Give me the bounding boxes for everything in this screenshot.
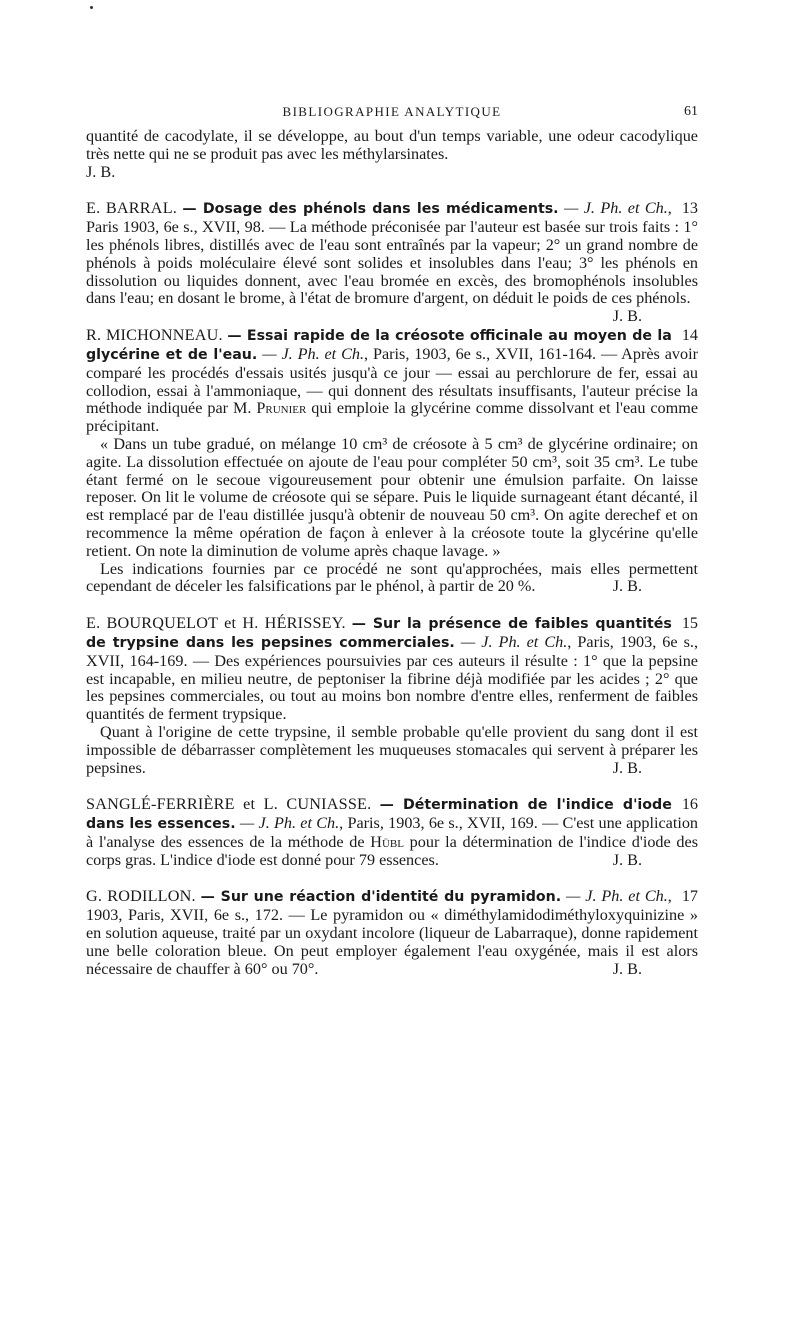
speck-mark xyxy=(90,6,93,9)
continuation-paragraph xyxy=(86,128,698,181)
entry-paragraph-text: Quant à l'origine de cette trypsine, il semble probable qu'elle provient du sang dont il est impossible de débarrasser complètement les muqueuses stomacales qui servent à préparer les pepsines. xyxy=(86,722,698,777)
entry-author: SANGLÉ-FERRIÈRE et L. CUNIASSE. xyxy=(86,795,372,814)
entry-reference: , Paris, 1903, 6e s., XVII, 161-164. xyxy=(364,344,597,363)
page-content xyxy=(86,128,698,997)
bibliography-entry xyxy=(86,327,698,596)
running-title: BIBLIOGRAPHIE ANALYTIQUE xyxy=(282,104,502,119)
entry-title: — Sur la présence de faibles quantités de trypsine dans les pepsines commerciales. xyxy=(86,616,672,651)
entry-author: G. RODILLON. xyxy=(86,887,196,906)
entry-body: — Après avoir comparé les procédés d'essais usités jusqu'à ce jour — essai au perchlorure de fer, essai au collodion, essai à l'ammoniaque, — qui donnent des résultats insuffisants, l'auteur précise la méthode indiquée par M. xyxy=(86,344,698,418)
bibliography-entry xyxy=(86,199,699,326)
entry-journal: — J. Ph. et Ch. xyxy=(566,887,668,906)
entry-journal: — J. Ph. et Ch. xyxy=(460,632,568,651)
entry-title: — Sur une réaction d'identité du pyramidon. xyxy=(200,889,562,906)
entry-number: 15 xyxy=(681,614,698,633)
page-number: 61 xyxy=(684,104,698,119)
entry-text xyxy=(86,327,698,436)
entry-title: — Dosage des phénols dans les médicaments. xyxy=(182,201,559,218)
entry-number: 17 xyxy=(681,887,698,906)
entry-body: — La méthode préconisée par l'auteur est basée sur trois faits : 1° les phénols libres, distillés avec de l'eau sont entraînés par la vapeur; 2° un grand nombre de phénols à poids moléculaire élevé sont solides et insolubles dans l'eau; 3° les phénols en dissolution ou liquides donnent, avec l'eau bromée en excès, des bromophénols insolubles dans l'eau; en dosant le brome, à l'état de bromure d'argent, on déduit le poids de ces phénols. xyxy=(86,218,699,308)
entry-signature: J. B. xyxy=(612,959,642,978)
entry-title: — Détermination de l'indice d'iode dans les essences. xyxy=(86,797,672,833)
entry-reference: , 1903, Paris, XVII, 6e s., 172. xyxy=(86,887,672,925)
continuation-text: quantité de cacodylate, il se développe, au bout d'un temps variable, une odeur cacodylique très nette qui ne se produit pas avec les méthylarsinates. xyxy=(86,127,698,163)
entry-number: 14 xyxy=(681,326,698,345)
entry-quote: « Dans un tube gradué, on mélange 10 cm³ de créosote à 5 cm³ de glycérine ordinaire; on agite. La dissolution effectuée on ajoute de l'eau pour compléter 50 cm³, soit 35 cm³. Le tube étant fermé on le secoue vigoureusement pour obtenir une émulsion parfaite. On laisse reposer. On lit le volume de créosote qui se sépare. Puis le liquide surnageant étant décanté, il est remplacé par de l'eau distillée jusqu'à obtenir de nouveau 50 cm³. On agite derechef et on recommence la même opération de façon à enlever à la créosote toute la glycérine qu'elle retient. On note la diminution de volume après chaque lavage. » xyxy=(86,434,698,560)
entry-paragraph-text: Les indications fournies par ce procédé ne sont qu'approchées, mais elles permettent cependant de déceler les falsifications par le phénol, à partir de 20 %. xyxy=(86,559,698,596)
page xyxy=(86,0,698,1319)
entry-paragraph xyxy=(86,724,698,777)
entry-journal: — J. Ph. et Ch. xyxy=(563,199,668,218)
entry-signature: J. B. xyxy=(612,758,642,777)
bibliography-entry xyxy=(86,796,698,869)
page-header xyxy=(86,104,698,124)
entry-text xyxy=(86,615,698,724)
entry-text xyxy=(86,796,698,869)
entry-title: — Essai rapide de la créosote officinale au moyen de la glycérine et de l'eau. xyxy=(86,328,672,363)
cited-name: Prunier xyxy=(256,399,307,418)
bibliography-entry xyxy=(86,888,698,978)
entry-reference: , Paris 1903, 6e s., XVII, 98. xyxy=(86,199,672,237)
entry-author: E. BOURQUELOT et H. HÉRISSEY. xyxy=(86,614,346,633)
entry-paragraph xyxy=(86,561,698,597)
entry-author: E. BARRAL. xyxy=(86,199,178,218)
entry-journal: — J. Ph. et Ch. xyxy=(262,344,365,363)
bibliography-entry xyxy=(86,615,698,777)
entry-signature: J. B. xyxy=(612,307,642,326)
entry-number: 13 xyxy=(681,199,698,218)
entry-body-continued: qui emploie la glycérine comme dissolvant et l'eau comme précipitant. xyxy=(86,399,699,436)
entry-body: — Le pyramidon ou « diméthylamidodiméthyloxyquinizine » en solution aqueuse, traité par un oxydant incolore (liqueur de Labarraque), donne rapidement une belle coloration bleue. On peut employer également l'eau oxygénée, mais il est alors nécessaire de chauffer à 60° ou 70°. xyxy=(86,906,698,978)
entry-author: R. MICHONNEAU. xyxy=(86,326,223,345)
entry-body: — C'est une application à l'analyse des essences de la méthode de xyxy=(86,814,699,851)
entry-body: — Des expériences poursuivies par ces auteurs il résulte : 1° que la pepsine est incapable, en milieu neutre, de peptoniser la fibrine déjà modifiée par les acides ; 2° que les pepsines commerciales, ou tout au moins bon nombre d'entre elles, renferment de faibles quantités de ferment trypsique. xyxy=(86,651,698,724)
entry-signature: J. B. xyxy=(612,850,642,869)
entry-text xyxy=(86,199,699,326)
entry-reference: , Paris, 1903, 6e s., XVII, 164-169. xyxy=(86,632,699,670)
entry-text xyxy=(86,888,698,978)
entry-signature: J. B. xyxy=(612,577,642,596)
entry-number: 16 xyxy=(681,795,698,814)
entry-reference: , Paris, 1903, 6e s., XVII, 169. xyxy=(339,814,538,833)
entry-signature: J. B. xyxy=(86,162,116,181)
entry-body-continued: pour la détermination de l'indice d'iode des corps gras. L'indice d'iode est donné pour 79 essences. xyxy=(86,832,698,869)
entry-journal: — J. Ph. et Ch. xyxy=(239,814,340,833)
cited-name: Hübl xyxy=(370,832,404,851)
